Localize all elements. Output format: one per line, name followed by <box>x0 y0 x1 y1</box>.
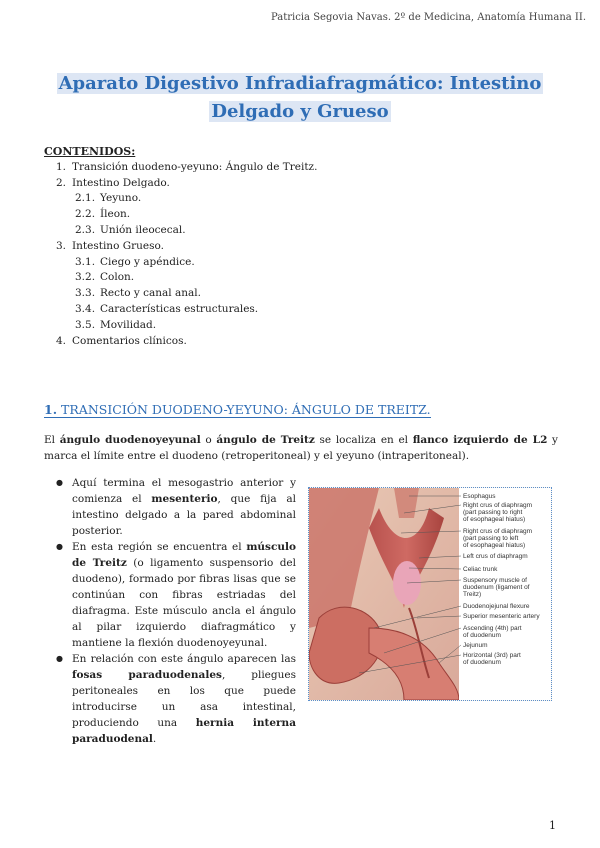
contents-item <box>44 223 317 239</box>
contents-item <box>44 207 317 223</box>
figure-label: of esophageal hiatus) <box>463 542 526 549</box>
figure-label: duodenum (ligament of <box>463 584 530 591</box>
figure-label: Horizontal (3rd) part <box>463 652 521 659</box>
figure-label: Left crus of diaphragm <box>463 553 528 560</box>
bullet-item: ● En esta región se encuentra el músculo de Treitz (o ligamento suspensorio del duodeno), formado por fibras lisas que se continúan con fibras estriadas del diafragma. Este músculo ancla el ángulo al pilar izquierdo diafragmático y mantiene la flexión duodenoyeyunal. <box>54 539 296 651</box>
contents-item <box>44 334 317 350</box>
figure-label: Treitz) <box>463 591 482 598</box>
anatomy-illustration-svg <box>309 488 551 700</box>
contents-item <box>44 255 317 271</box>
contents-item-number: 3.4. <box>75 302 96 315</box>
figure-label: of duodenum <box>463 632 501 639</box>
contents-item <box>44 286 317 302</box>
figure-label: (part passing to right <box>463 509 523 516</box>
contents-item <box>44 270 317 286</box>
figure-label: Esophagus <box>463 493 496 500</box>
contents-item-text: Ciego y apéndice. <box>100 255 195 268</box>
page-number: 1 <box>549 819 556 832</box>
intro-paragraph: El ángulo duodenoyeyunal o ángulo de Treitz se localiza en el flanco izquierdo de L2 y marca el límite entre el duodeno (retroperitoneal) y el yeyuno (intraperitoneal). <box>44 434 558 462</box>
figure-label: Jejunum <box>463 642 488 649</box>
figure-label: (part passing to left <box>463 535 519 542</box>
figure-label: Suspensory muscle of <box>463 577 527 584</box>
contents-item-text: Comentarios clínicos. <box>72 334 187 347</box>
contents-item-text: Características estructurales. <box>100 302 259 315</box>
figure-label: Superior mesenteric artery <box>463 613 540 620</box>
contents-item-number: 3.1. <box>75 255 96 268</box>
contents-item-number: 2.2. <box>75 208 96 221</box>
figure-label: Right crus of diaphragm <box>463 502 533 509</box>
table-of-contents <box>44 144 317 349</box>
anatomy-illustration <box>308 487 552 701</box>
figure-label: Right crus of diaphragm <box>463 528 533 535</box>
contents-item-number: 3.5. <box>75 318 96 331</box>
contents-item <box>44 160 317 176</box>
contents-item-number: 2.1. <box>75 192 96 205</box>
figure-label: Ascending (4th) part <box>463 625 522 632</box>
contents-item <box>44 318 317 334</box>
figure-label: of esophageal hiatus) <box>463 516 526 523</box>
contents-item-text: Intestino Grueso. <box>72 239 164 252</box>
figure-label: of duodenum <box>463 659 501 666</box>
document-title: Aparato Digestivo Infradiafragmático: Intestino Delgado y Grueso <box>58 73 542 122</box>
figure-label: Duodenojejunal flexure <box>463 603 530 610</box>
contents-item-text: Unión ileocecal. <box>100 223 186 236</box>
contents-item-number: 4. <box>56 334 67 347</box>
contents-item-text: Transición duodeno-yeyuno: Ángulo de Treitz. <box>72 160 318 173</box>
bullet-item: ● En relación con este ángulo aparecen las fosas paraduodenales, pliegues peritoneales en los que puede introducirse un asa intestinal, produciendo una hernia interna paraduodenal. <box>54 651 296 747</box>
bullet-item: ● Aquí termina el mesogastrio anterior y comienza el mesenterio, que fija al intestino delgado a la pared abdominal posterior. <box>54 475 296 539</box>
contents-item-text: Movilidad. <box>100 318 157 331</box>
contents-item-number: 2. <box>56 176 67 189</box>
section-number: 1. <box>44 402 58 417</box>
section-title: TRANSICIÓN DUODENO-YEYUNO: ÁNGULO DE TREITZ. <box>61 402 431 417</box>
contents-item-text: Colon. <box>100 271 135 284</box>
contents-item-number: 3.2. <box>75 271 96 284</box>
figure-label: Celiac trunk <box>463 566 498 573</box>
contents-list <box>44 160 317 350</box>
section-heading <box>44 402 431 417</box>
bullet-list <box>54 475 296 747</box>
contents-item <box>44 239 317 255</box>
contents-item <box>44 302 317 318</box>
contents-item-text: Recto y canal anal. <box>100 287 201 300</box>
contents-item-text: Íleon. <box>100 208 131 221</box>
page-header: Patricia Segovia Navas. 2º de Medicina, Anatomía Humana II. <box>271 12 586 23</box>
contents-item-number: 3. <box>56 239 67 252</box>
contents-item <box>44 191 317 207</box>
contents-item-text: Intestino Delgado. <box>72 176 170 189</box>
contents-item-text: Yeyuno. <box>100 192 142 205</box>
contents-heading: CONTENIDOS: <box>44 145 136 158</box>
contents-item <box>44 176 317 192</box>
contents-item-number: 3.3. <box>75 287 96 300</box>
contents-item-number: 1. <box>56 160 67 173</box>
contents-item-number: 2.3. <box>75 223 96 236</box>
